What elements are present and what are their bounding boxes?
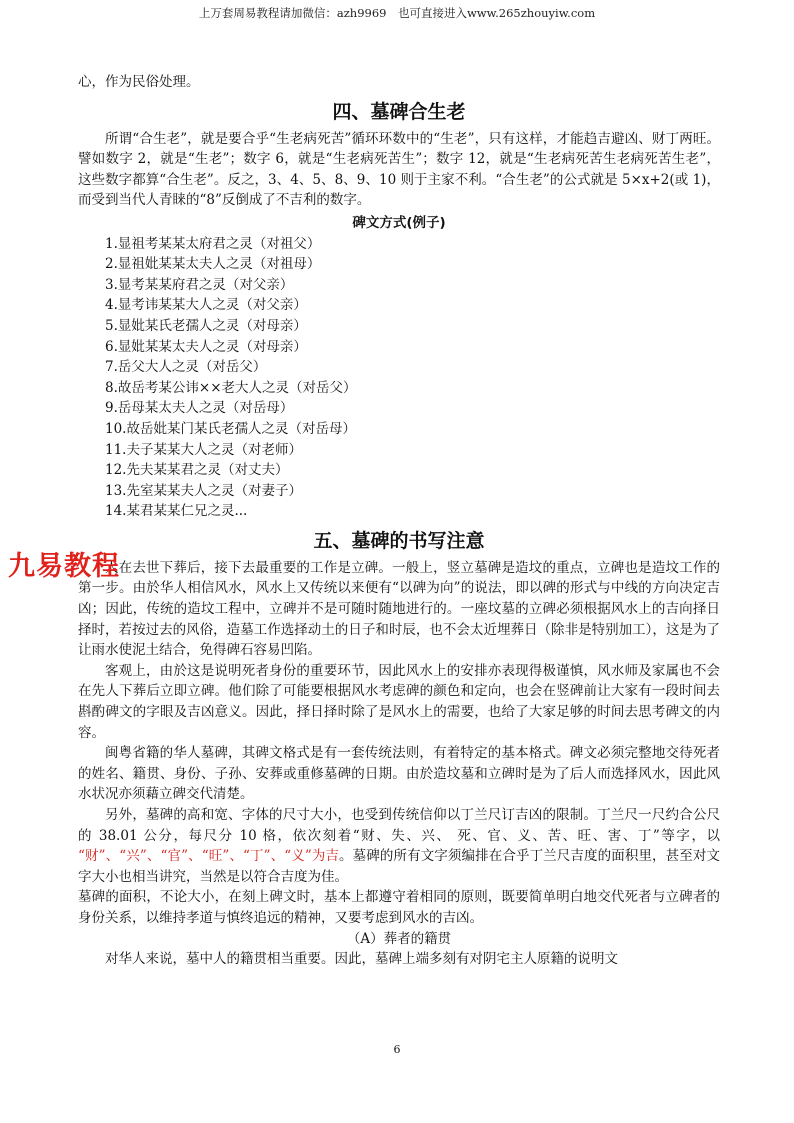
list-item: 4.显考讳某某大人之灵（对父亲） bbox=[105, 297, 307, 314]
list-item: 7.岳父大人之灵（对岳父） bbox=[105, 359, 267, 376]
section5-paragraph-6: 对华人来说，墓中人的籍贯相当重要。因此，墓碑上端多刻有对阴宅主人原籍的说明文 bbox=[105, 951, 618, 968]
section5-paragraph-1: 人在去世下葬后，接下去最重要的工作是立碑。一般上，竖立墓碑是造坟的重点，立碑也是造坟工作的第一步。由於华人相信风水，风水上又传统以来便有“以碑为向”的说法，即以碑的形式与中线的方向决定吉凶；因此，传统的造坟工程中，立碑并不是可随时随地进行的。一座坟墓的立碑必须根据风水上的吉向择日择时，若按过去的风俗，造墓工作选择动土的日子和时辰，也不会太近埋葬日（除非是特别加工），这是为了让雨水使泥土结合，免得碑石容易凹陷。 bbox=[78, 559, 720, 659]
section5-title: 五、墓碑的书写注意 bbox=[313, 529, 485, 552]
watermark-logo: 九易教程 bbox=[8, 551, 120, 582]
subsection-a-title: （A）葬者的籍贯 bbox=[346, 930, 452, 947]
page-content bbox=[78, 72, 720, 970]
section5-paragraph-3: 闽粤省籍的华人墓碑，其碑文格式是有一套传统法则，有着特定的基本格式。碑文必须完整地交待死者的姓名、籍贯、身份、子孙、安葬或重修墓碑的日期。由於造坟墓和立碑时是为了后人而选择风水，因此风水状况亦须藉立碑交代清楚。 bbox=[78, 745, 720, 803]
page-number: 6 bbox=[393, 1043, 401, 1056]
paragraph-4-text-b: 。墓碑的所有文字须编排在合乎丁兰尺吉度的面积里，甚至对文字大小也相当讲究，当然是以符合吉度为佳。 bbox=[78, 848, 720, 885]
paragraph-4-text-a: 另外，墓碑的高和宽、字体的尺寸大小，也受到传统信仰以丁兰尺订吉凶的限制。丁兰尺一尺约合公尺的 38.01 公分，每尺分 10 格，依次刻着“财、失、兴、 死、官、义、苦、旺、害、丁”等字，以 bbox=[78, 807, 720, 844]
list-item: 14.某君某某仁兄之灵... bbox=[105, 503, 248, 520]
auspicious-characters-highlight: “财”、“兴”、“官”、“旺”、“丁”、“义”为吉 bbox=[78, 848, 340, 865]
list-item: 12.先夫某某君之灵（对丈夫） bbox=[105, 462, 289, 479]
examples-subtitle: 碑文方式(例子) bbox=[352, 214, 446, 231]
list-item: 9.岳母某太夫人之灵（对岳母） bbox=[105, 400, 294, 417]
page-header: 上万套周易教程请加微信：azh9969 也可直接进入www.265zhouyiw.com bbox=[198, 6, 596, 20]
section5-paragraph-2: 客观上，由於这是说明死者身份的重要环节，因此风水上的安排亦表现得极谨慎，风水师及家属也不会在先人下葬后立即立碑。他们除了可能要根据风水考虑碑的颜色和定向，也会在竖碑前让大家有一段时间去斟酌碑文的字眼及吉凶意义。因此，择日择时除了是风水上的需要，也给了大家足够的时间去思考碑文的内容。 bbox=[78, 662, 720, 741]
section4-paragraph: 所谓“合生老”，就是要合乎“生老病死苦”循环环数中的“生老”，只有这样，才能趋吉避凶、财丁两旺。譬如数字 2，就是“生老”；数字 6，就是“生老病死苦生”；数字 12，就是“生老病死苦生老病死苦生老”，这些数字都算“合生老”。反之，3、4、5、8、9、10 则于主家不利。“合生老”的公式就是 5×x+2(或 1)，而受到当代人青睐的“8”反倒成了不吉利的数字。 bbox=[78, 130, 720, 209]
section5-paragraph-4 bbox=[78, 805, 720, 887]
list-item: 3.显考某某府君之灵（对父亲） bbox=[105, 276, 294, 293]
list-item: 11.夫子某某大人之灵（对老师） bbox=[105, 441, 302, 458]
examples-list bbox=[78, 234, 720, 522]
list-item: 2.显祖妣某某太夫人之灵（对祖母） bbox=[105, 256, 321, 273]
list-item: 10.故岳妣某门某氏老孺人之灵（对岳母） bbox=[105, 420, 356, 437]
intro-line: 心，作为民俗处理。 bbox=[78, 74, 200, 90]
list-item: 6.显妣某某太夫人之灵（对母亲） bbox=[105, 338, 307, 355]
section4-title: 四、墓碑合生老 bbox=[332, 100, 466, 123]
list-item: 5.显妣某氏老孺人之灵（对母亲） bbox=[105, 317, 307, 334]
list-item: 1.显祖考某某太府君之灵（对祖父） bbox=[105, 235, 321, 252]
list-item: 8.故岳考某公讳××老大人之灵（对岳父） bbox=[105, 379, 357, 396]
section5-paragraph-5: 墓碑的面积，不论大小，在刻上碑文时，基本上都遵守着相同的原则，既要简单明白地交代死者与立碑者的身份关系，以维持孝道与慎终追远的精神，又要考虑到风水的吉凶。 bbox=[78, 889, 720, 926]
list-item: 13.先室某某夫人之灵（对妻子） bbox=[105, 482, 302, 499]
